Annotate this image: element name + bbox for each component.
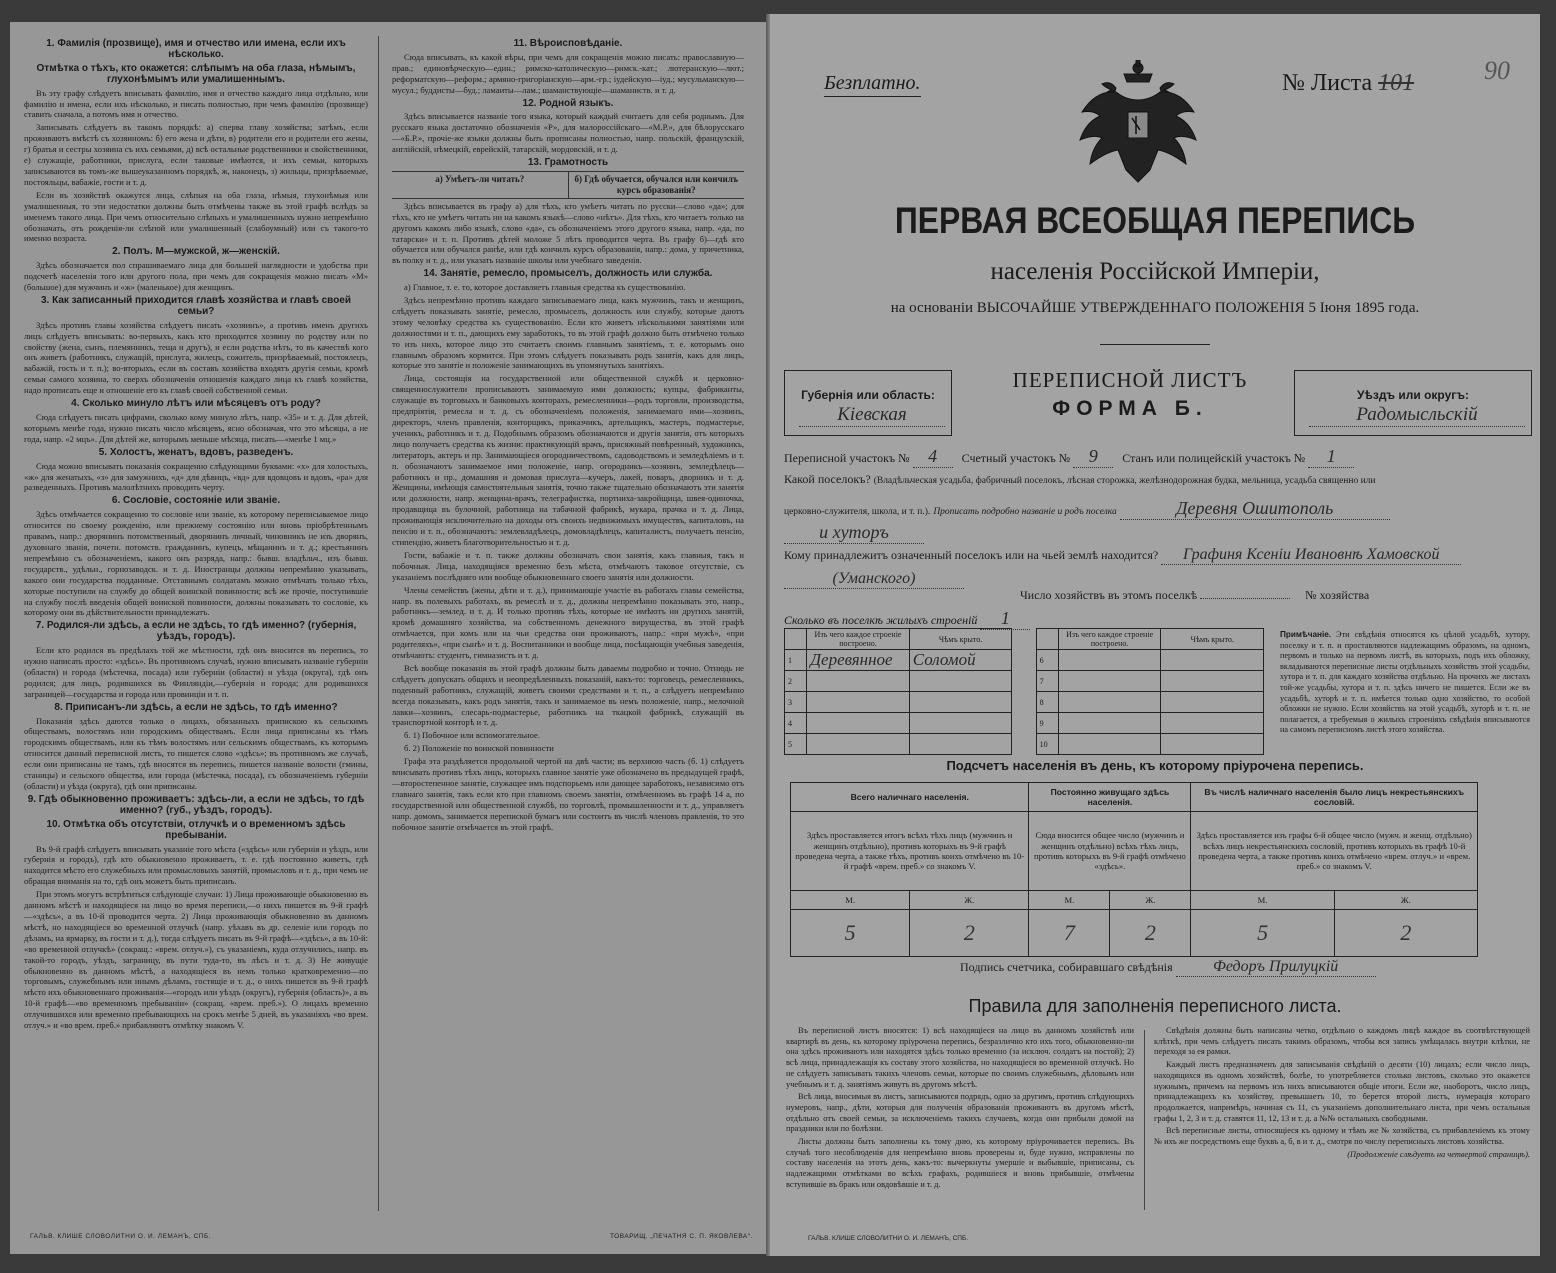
- form-name: ФОРМА Б.: [1052, 397, 1208, 420]
- male-label: М.: [791, 891, 910, 910]
- rule-paragraph: Всѣ переписные листы, относящіеся къ одному и тѣмъ же № хозяйства, съ прибавленіемъ къ этому № ихъ же посредствомъ еще буквъ а, б, в и т. д., смотря по числу переписныхъ листовъ хозяйства.: [1154, 1126, 1530, 1147]
- census-title: ПЕРВАЯ ВСЕОБЩАЯ ПЕРЕПИСЬ: [894, 200, 1416, 241]
- settlement-line-2: [784, 498, 1530, 520]
- settlement-line-3: [784, 522, 1530, 544]
- count-column-description: Здѣсь проставляется изъ графы 6-й общее число (мужч. и женщ. отдѣльно) всѣхъ лицъ некрестьянскихъ сословій, противъ которыхъ въ графѣ 10-й проведена черта, а также противъ коихъ отмѣчено «врем. отлуч.» и «врем. преб.» со знакомъ V.: [1191, 812, 1478, 891]
- dwelling-gap: [1012, 650, 1036, 671]
- dwelling-material: [807, 692, 910, 713]
- rules-column-1: [786, 1026, 1134, 1193]
- owner-line: [784, 546, 1530, 565]
- count-section-value: 9: [1073, 446, 1113, 468]
- dwell-head-material-2: Изъ чего каждое строеніе построено.: [1058, 629, 1161, 650]
- rule-paragraph: Листы должны быть заполнены къ тому дню, къ которому пріурочивается перепись. Въ случаѣ того несоблюденія для непремѣнно вновь проверены и, буде нужно, исправлены по составу населенія на этотъ день, какъ-то: вычеркнуты умершіе и выбывшіе, приписаны, съ надлежащими отмѣтками во всѣхъ графахъ, родившіеся и вновь прибывшіе, отмѣчены вступившіе въ бракъ или овдовѣвшіе и т. д.: [786, 1137, 1134, 1189]
- owner-value: Графиня Ксеніи Ивановнѣ Хамовской: [1161, 546, 1461, 565]
- left-page-instructions: [10, 22, 768, 1254]
- sheet-number-label: № Листа: [1282, 70, 1373, 96]
- dwelling-gap: [1012, 692, 1036, 713]
- dwelling-row: [785, 734, 1264, 755]
- dwelling-material: [1058, 713, 1161, 734]
- dwelling-number: 1: [785, 650, 807, 671]
- instruction-paragraph: Графа эта раздѣляется продольной чертой на двѣ части; въ верхнюю часть (б. 1) слѣдуетъ вписывать противъ тѣхъ лицъ, которыхъ главное занятіе уже обозначено въ предыдущей графѣ,—второстепенное занятіе, служащее имъ подспорьемъ или дающее заработокъ, независимо отъ главнаго занятія, такъ если кто при главномъ своемъ занятіи, отмѣченномъ въ графѣ 14 а, по государственной или общественной службѣ, по торговлѣ, промышленности и т. д., управляетъ напр. домомъ, занимается перепиской бумагъ или состоитъ въ числѣ членовъ правленія, то это побочное занятіе отмѣчается въ этой графѣ.: [392, 756, 744, 832]
- settlement-hint: (Владѣльческая усадьба, фабричный поселокъ, лѣсная сторожка, желѣзнодорожная будка, мельница, усадьба священно или: [873, 476, 1376, 486]
- signature-label: Подпись счетчика, собиравшаго свѣдѣнія: [960, 960, 1173, 974]
- dwelling-roof: [1161, 692, 1264, 713]
- instruction-paragraph: Здѣсь вписывается въ графу а) для тѣхъ, кто умѣетъ читать по русски—слово «да»; для тѣхъ, кто не умѣетъ читать ни на какомъ языкѣ—слово «нѣтъ». Для тѣхъ, кто читаетъ только на другомъ какомъ либо языкѣ, слово «да», съ обозначеніемъ этого другого языка, напр. «да, по татарски» и т. п. Противъ дѣтей моложе 5 лѣтъ проводится черта. Въ графу б)—гдѣ кто обучается или обучался ранѣе, или гдѣ кончилъ курсъ образованія, напр.: дома, у причетника, въ полку и т. д., или указать названіе школы или учебнаго заведенія.: [392, 200, 744, 266]
- settlement-question: Какой поселокъ?: [784, 472, 871, 486]
- province-value: Кіевская: [799, 404, 945, 427]
- dwell-head-roof: Чѣмъ крыто.: [909, 629, 1012, 650]
- count-column-description: Сюда вносится общее число (мужчинъ и женщинъ отдѣльно) всѣхъ тѣхъ лицъ, противъ которыхъ въ 9-й графѣ отмѣчено «здѣсь».: [1029, 812, 1191, 891]
- dwelling-material: [807, 713, 910, 734]
- dwelling-roof: [1161, 734, 1264, 755]
- instruction-paragraph: Сюда можно вписывать показанія сокращенно слѣдующими буквами: «х» для холостыхъ, «ж» для женатыхъ, «з» для замужнихъ, «д» для дѣвицъ, «вд» для вдовцовъ и вдовъ, «ра» для разведенныхъ. Противъ малолѣтнихъ проводить черту.: [24, 460, 368, 493]
- instruction-paragraph: Гости, вабажіе и т. п. также должны обозначать свои занятія, какъ главныя, такъ и побочныя. Лица, находящіяся временно безъ мѣста, отмѣчаютъ таковое отсутствіе, съ указаніемъ послѣдняго или вообще обыкновеннаго своего занятія или должности.: [392, 549, 744, 582]
- note-block: [1280, 630, 1530, 736]
- instruction-paragraph: Здѣсь вписывается названіе того языка, который каждый считаетъ для себя роднымъ. Для русскаго языка достаточно обозначенія «Р», для малороссійскаго—«М.Р.», для бѣлорусскаго—«Б.Р.», прочіе-же языки должны быть прописаны полностью, напр. польскій, французскій, англійскій, нѣмецкій, еврейскій, татарскій, мордовскій, и т. д.: [392, 111, 744, 155]
- census-section-value: 4: [913, 446, 953, 468]
- buildings-line: [784, 608, 1530, 630]
- owner-question: Кому принадлежитъ означенный поселокъ или на чьей землѣ находится?: [784, 548, 1159, 562]
- form-title: ПЕРЕПИСНОЙ ЛИСТЪ: [1012, 368, 1248, 392]
- instruction-heading: 14. Занятіе, ремесло, промыселъ, должность или служба.: [423, 268, 713, 280]
- right-page-census-form: [770, 14, 1540, 1256]
- instruction-paragraph: При этомъ могутъ встрѣтиться слѣдующіе случаи: 1) Лица проживающіе обыкновенно въ данномъ мѣстѣ и находящіеся на лицо во время переписи,—о нихъ пишется въ 9-й графѣ—«здѣсь», а въ 10-й проводится черта. 2) Лица проживающія обыкновенно въ данномъ мѣстѣ, но находящіеся во временной отлучкѣ (напр. уѣхавъ въ др. селеніе или городъ по дѣламъ, на ярмарку, въ гости и т. д.), тогда слѣдуетъ писать въ 9-й графѣ—«здѣсь», а въ 10-й: «во временной отлучкѣ» (сокращ.: «врем. отлуч.»), съ указаніемъ, куда отлучились, напр. въ такой-то городъ, уѣздъ, заграницу, въ пути туда-то, въ лѣсъ и т. д. 3) Не живущіе обыкновенно въ данномъ мѣстѣ, а находящіеся въ немъ только кратковременно—по торговымъ, служебнымъ или инымъ дѣламъ, гостящіе и т. д., о нихъ пишется въ 9-й графѣ мѣсто ихъ обыкновеннаго проживанія—«городъ или уѣздъ (округъ), губернія (область)», а въ 10-й графѣ—«во временномъ пребываніи» (сокращ. «врем. преб.»). О лицахъ временно отлучившихся или временно пребывающихъ на срокъ менѣе 5 дней, въ указаніяхъ «во врем. отлуч.» и «во врем. преб.» прибавляютъ отмѣтку знакомъ V.: [24, 889, 368, 1031]
- dwelling-material: [1058, 671, 1161, 692]
- double-headed-eagle-emblem: [1076, 60, 1200, 188]
- female-count: 2: [1334, 910, 1477, 957]
- owner-line-2: [784, 570, 1530, 589]
- rule-paragraph: Всѣ лица, вносимыя въ листъ, записываются подрядъ, одно за другимъ, противъ слѣдующихъ нумеровъ, напр., дѣти, которыя для полученія образованія проживаютъ въ другомъ мѣстѣ, отдѣльно отъ своей семьи, за исключеніемъ такихъ случаевъ, когда они прибыли домой на праздники или по болѣзни.: [786, 1092, 1134, 1134]
- dwelling-material: [807, 671, 910, 692]
- sections-line: [784, 446, 1530, 468]
- signature-value: Федоръ Прилуцкій: [1176, 958, 1376, 977]
- dwellings-table: [784, 628, 1264, 755]
- dwelling-roof: [909, 734, 1012, 755]
- settlement-value-2: и хуторъ: [784, 522, 924, 544]
- population-count-title: Подсчетъ населенія въ день, къ которому пріурочена перепись.: [946, 758, 1364, 773]
- dwelling-roof: [1161, 713, 1264, 734]
- female-count: 2: [910, 910, 1029, 957]
- instruction-paragraph: Здѣсь обозначается пол спрашиваемаго лица для большей наглядности и удобства при подсчетѣ населенія того или другого пола, при чемъ для сокращенія можно писать «М» (большое) для мужчинъ и «ж» (маленькое) для женщинъ.: [24, 260, 368, 293]
- dwelling-material: [1058, 734, 1161, 755]
- district-label: Уѣздъ или округъ:: [1356, 388, 1470, 402]
- form-title-block: [950, 368, 1310, 421]
- male-label: М.: [1029, 891, 1110, 910]
- continuation-note: (Продолженіе слѣдуетъ на четвертой страницѣ).: [1347, 1149, 1530, 1159]
- instruction-heading: 7. Родился-ли здѣсь, а если не здѣсь, то гдѣ именно? (губернія, уѣздъ, городъ).: [35, 620, 357, 643]
- buildings-label: Сколько въ поселкѣ жилыхъ строеній: [784, 613, 978, 627]
- dwelling-roof: [909, 671, 1012, 692]
- settlement-line-1: [784, 472, 1530, 487]
- dwelling-row: [785, 692, 1264, 713]
- sheet-number: [1282, 70, 1414, 97]
- dwelling-roof: Соломой: [909, 650, 1012, 671]
- households-value: [1200, 598, 1290, 599]
- district-value: Радомысльскій: [1309, 404, 1525, 427]
- dwelling-number: 10: [1036, 734, 1058, 755]
- dwelling-roof: [1161, 650, 1264, 671]
- signature-line: [960, 958, 1376, 977]
- dwelling-material: [1058, 692, 1161, 713]
- count-column-head: Всего наличнаго населенія.: [791, 783, 1029, 812]
- female-count: 2: [1110, 910, 1191, 957]
- instructions-column-1: [24, 36, 368, 1211]
- dwelling-number: 3: [785, 692, 807, 713]
- dwelling-material: [807, 734, 910, 755]
- instruction-paragraph: Здѣсь противъ главы хозяйства слѣдуетъ писать «хозяинъ», а противъ именъ другихъ лицъ слѣдуетъ вписывать: во-первыхъ, какъ кто приходится хозяину по родству или по свойству (жена, сынъ, племянникъ, теща и другъ), и если родства нѣтъ, то въ качествѣ кого онъ живетъ (работникъ, служащій, прислуга, жилецъ, сожитель, призрѣваемый, постоялецъ, вабажій, гость и т. п.); во-вторыхъ, если въ составъ хозяйства входятъ другія семьи, кромѣ семьи самого хозяина, то сверхъ обозначенія отношенія каждаго лица къ главѣ хозяйства, надо прописать еще и отношеніе его къ главѣ своей собственной семьи.: [24, 319, 368, 396]
- dwelling-gap: [1012, 671, 1036, 692]
- instruction-heading: 9. Гдѣ обыкновенно проживаетъ: здѣсь-ли, а если не здѣсь, то гдѣ именно? (губ., уѣздъ, городъ).: [27, 793, 365, 816]
- dwelling-material: Деревянное: [807, 650, 910, 671]
- count-column-description: Здѣсь проставляется итогъ всѣхъ тѣхъ лицъ (мужчинъ и женщинъ отдѣльно), противъ которыхъ въ 9-й графѣ проведена черта, а также тѣхъ, противъ коихъ отмѣчено въ 10-й графѣ «врем. преб.» со знакомъ V.: [791, 812, 1029, 891]
- stan-value: 1: [1308, 446, 1354, 468]
- title-rule: [1100, 344, 1210, 345]
- imprint-left: ГАЛЬВ. КЛИШЕ СЛОВОЛИТНИ О. И. ЛЕМАНЪ, СПБ.: [30, 1233, 212, 1240]
- dwelling-gap: [1012, 734, 1036, 755]
- instruction-paragraph: Сюда слѣдуетъ писать цифрами, сколько кому минуло лѣтъ, напр. «35» и т. д. Для дѣтей, которымъ менѣе года, нужно писать число мѣсяцевъ, ясно обозначая, что это мѣсяцы, а не года, напр. «2 мцъ». Для дѣтей же, которымъ меньше мѣсяца, писать—«менѣе 1 мц.»: [24, 412, 368, 444]
- dwell-head-roof-2: Чѣмъ крыто.: [1161, 629, 1264, 650]
- instruction-heading: 1. Фамилія (прозвище), имя и отчество или имена, если ихъ нѣсколько.: [46, 38, 346, 60]
- buildings-value: 1: [980, 608, 1030, 630]
- dwelling-number: 7: [1036, 671, 1058, 692]
- instruction-heading: 12. Родной языкъ.: [522, 97, 614, 109]
- literacy-subheadings: [392, 171, 744, 199]
- instruction-heading: 8. Приписанъ-ли здѣсь, а если не здѣсь, то гдѣ именно?: [54, 701, 338, 713]
- dwelling-number: 9: [1036, 713, 1058, 734]
- rule-paragraph: Въ переписной листъ вносятся: 1) всѣ находящіеся на лицо въ данномъ хозяйствѣ или квартирѣ въ день, къ которому пріурочена перепись, безразлично кто ихъ того, обыкновенно-ли она здѣсь проживаютъ или находятся здѣсь только временно (за исключ. солдатъ на постой); 2) всѣ лица, принадлежащія къ составу этого хозяйства, но находящіеся во временной отлучкѣ. Но не слѣдуетъ записывать такихъ членовъ семьи, которые по своимъ служебнымъ, дѣловымъ или учебнымъ и т. д. занятіямъ живутъ въ другомъ мѣстѣ.: [786, 1026, 1134, 1089]
- count-column-head: Постоянно живущаго здѣсь населенія.: [1029, 783, 1191, 812]
- instruction-paragraph: Въ эту графу слѣдуетъ вписывать фамилію, имя и отчество каждаго лица отдѣльно, или фамилію и имена, если ихъ нѣсколько, и писать полностью, при чемъ фамилію (прозвище) ставить сначала, а потомъ имя и отчество.: [24, 87, 368, 120]
- female-label: Ж.: [1110, 891, 1191, 910]
- imprint-right: ТОВАРИЩ. „ПЕЧАТНЯ С. П. ЯКОВЛЕВА“.: [610, 1233, 753, 1240]
- female-label: Ж.: [910, 891, 1029, 910]
- settlement-value: Деревня Ошитополь: [1120, 498, 1390, 520]
- instruction-heading: 10. Отмѣтка объ отсутствіи, отлучкѣ и о временномъ здѣсь пребываніи.: [46, 818, 346, 841]
- rule-paragraph: Свѣдѣнія должны быть написаны четко, отдѣльно о каждомъ лицѣ каждое въ соотвѣтствующей клѣткѣ, при чемъ слѣдуетъ писать такимъ образомъ, чтобы вся запись умѣщалась внутри клѣтки, не переходя за ея рамки.: [1154, 1026, 1530, 1057]
- household-no-label: № хозяйства: [1305, 588, 1370, 602]
- dwelling-number: 8: [1036, 692, 1058, 713]
- instruction-paragraph: Здѣсь непремѣнно противъ каждаго записываемаго лица, какъ мужчинъ, такъ и женщинъ, слѣдуетъ показывать занятіе, ремесло, промыселъ, должность или службу, которые даютъ этому человѣку средства къ существованію. Если кто живетъ нѣсколькими занятіями или должностями и т. п., дающихъ ему заработокъ, то въ этой графѣ должно быть отмѣчено только то изъ нихъ, которое лицо это считаетъ своимъ главнымъ занятіемъ, т. е. которымъ оно главнымъ образомъ кормится. При этомъ слѣдуетъ показывать родъ занятія, какъ для лицъ, которые это занятіе и положеніе занимающихъ въ упомянутыхъ занятіяхъ.: [392, 295, 744, 371]
- instruction-heading: 4. Сколько минуло лѣтъ или мѣсяцевъ отъ роду?: [71, 398, 321, 410]
- stan-label: Станъ или полицейскій участокъ №: [1122, 451, 1306, 465]
- dwelling-roof: [909, 713, 1012, 734]
- sheet-number-struck: 101: [1378, 70, 1415, 96]
- province-box: [784, 370, 952, 436]
- imprint-right-page: ГАЛЬВ. КЛИШЕ СЛОВОЛИТНИ О. И. ЛЕМАНЪ, СПБ.: [808, 1235, 969, 1242]
- settlement-hint-3: Прописать подробно названіе и родъ поселка: [933, 507, 1117, 517]
- legal-basis: на основаніи ВЫСОЧАЙШЕ УТВЕРЖДЕННАГО ПОЛОЖЕНІЯ 5 Іюня 1895 года.: [890, 300, 1420, 316]
- rule-paragraph: Каждый листъ предназначенъ для записыванія свѣдѣній о десяти (10) лицахъ; если число лицъ, находящихся въ одномъ хозяйствѣ, болѣе, то употребляется столько листовъ, сколько это окажется нужнымъ, причемъ на первомъ изъ нихъ вписываются общіе итоги. Если же, наоборотъ, число лицъ, принадлежащихъ къ хозяйству, превышаетъ 10, то берется второй листъ, нумерація котораго продолжается, напримѣръ, начиная съ 11, съ указаніемъ дополнительнаго листа, при чемъ остальныя графы 1, 2, 3 и т. д. ставятся 11, 12, 13 и т. д. а №№ остальныхъ свободными.: [1154, 1060, 1530, 1123]
- rules-column-2: [1154, 1026, 1530, 1160]
- female-label: Ж.: [1334, 891, 1477, 910]
- instruction-paragraph: Здѣсь отмѣчается сокращенно то сословіе или званіе, къ которому переписываемое лицо относится по своему рожденію, или прежнему состоянію или вновь пріобрѣтеннымъ правамъ, напр.: дворянинъ потомственный, дворянинъ личный, чиновникъ не изъ дворянъ, духовнаго званія, почетн. потомств. гражданинъ, купецъ, мѣщанинъ и т. д.; крестьянинъ непремѣнно съ обозначеніемъ, какого онъ разряда, напр.: бывш. владѣльч., изъ бывш. государств., удѣльн., горнозаводск. и т. д. Иностранцы должны непремѣнно указывать, какого они государства подданные. Отставнымъ солдатамъ можно отмѣчать только тѣхъ, которые поступили на службу до общей воинской повинности; всѣ же прочіе, поступившіе на службу послѣ введенія общей воинской повинности, должны показывать то сословіе, къ которому они въ дѣйствительности принадлежатъ.: [24, 509, 368, 618]
- literacy-subheading: б) Гдѣ обучается, обучался или кончилъ курсъ образованія?: [574, 173, 739, 195]
- instruction-paragraph: а) Главное, т. е. то, которое доставляетъ главныя средства къ существованію.: [404, 282, 686, 293]
- settlement-hint-2: церковно-служителя, школа, и т. п.).: [784, 507, 931, 517]
- rules-divider: [1144, 1030, 1145, 1210]
- dwelling-row: [785, 650, 1264, 671]
- households-label: Число хозяйствъ въ этомъ поселкѣ: [1020, 588, 1198, 602]
- instruction-heading: 11. Вѣроисповѣданіе.: [513, 38, 623, 49]
- male-label: М.: [1191, 891, 1334, 910]
- dwelling-row: [785, 713, 1264, 734]
- note-text: Эти свѣдѣнія относятся къ цѣлой усадьбѣ, хутору, поселку и т. п. и проставляются надлежащимъ образомъ, на одномъ, первомъ и только на первомъ листѣ, въ которыхъ, подъ ихъ обложку, вкладываются переписные листы отдѣльныхъ хозяйствъ этой усадьбы, хутора и т. п. для каждаго хозяйства отдѣльно. На прочихъ же листахъ той-же усадьбы, хутора и т. п. здѣсь ничего не пишется. Если же въ усадьбѣ, хуторѣ и т. п. имѣется только одно хозяйство, то особой обложки не нужно. Если хозяйствъ на этой усадьбѣ, хуторѣ и т. п. не полагается, а требуемыя о жилыхъ строеніяхъ свѣдѣнія вписываются на самомъ переписномъ листѣ этого хозяйства.: [1280, 630, 1531, 735]
- free-of-charge-label: Безплатно.: [824, 72, 921, 94]
- dwelling-gap: [1012, 713, 1036, 734]
- column-divider: [378, 36, 379, 1211]
- instruction-paragraph: Члены семействъ (жены, дѣти и т. д.), принимающіе участіе въ работахъ главы семейства, напр. въ полевыхъ работахъ, въ ремеслѣ и т. д., должны непремѣнно показывать это, напр., работникъ—землед. и т. д. И только противъ тѣхъ, которые не имѣютъ ни другихъ занятій, кромѣ домашняго хозяйства, на собственномъ денежного вирущества, въ этой графѣ отмѣчается, при комъ или на чьи средства они проживаютъ, напр.: «при мужѣ», «при родителяхъ», «при сынѣ» и т. д. Воспитанники и вообще лица, посѣщающія учебныя заведенія, отмѣчаютъ: студентъ, гимназистъ и т. д.: [392, 584, 744, 661]
- instruction-heading: Отмѣтка о тѣхъ, кто окажется: слѣпымъ на оба глаза, нѣмымъ, глухонѣмымъ или умалишеннымъ.: [36, 62, 356, 85]
- dwelling-number: 6: [1036, 650, 1058, 671]
- instruction-paragraph: Въ 9-й графѣ слѣдуетъ вписывать указаніе того мѣста («здѣсь» или губернія и уѣздъ, или губернія и городъ), гдѣ кто обыкновенно проживаетъ, т. е. гдѣ постоянно живетъ, гдѣ находится мѣсто его служебныхъ или промысловыхъ занятій, промысловъ и т. д., при чемъ не обращая вниманія на то, гдѣ онъ можетъ быть приписанъ.: [24, 843, 368, 887]
- population-count-table: [790, 782, 1478, 957]
- dwelling-number: 5: [785, 734, 807, 755]
- instruction-heading: 5. Холостъ, женатъ, вдовъ, разведенъ.: [98, 446, 294, 458]
- male-count: 5: [791, 910, 910, 957]
- households-line: [1020, 588, 1520, 603]
- dwelling-material: [1058, 650, 1161, 671]
- instruction-heading: 2. Полъ. М—мужской, ж—женскій.: [112, 246, 280, 258]
- instructions-column-2: [392, 36, 744, 1211]
- dwelling-number: 4: [785, 713, 807, 734]
- census-subtitle: населенія Россійской Имперіи,: [990, 258, 1320, 285]
- instruction-paragraph: Если въ хозяйствѣ окажутся лица, слѣпыя на оба глаза, нѣмыя, глухонѣмыя или умалишенныя, то эти недостатки должны быть отмѣчены также въ этой графѣ вслѣдъ за именемъ такого лица. При чемъ относительно слѣпыхъ и умалишенныхъ нужно непремѣнно обозначать, отъ рожденія-ли слѣпой или умалишенный (слабоумный) или съ такого-то именно возраста.: [24, 189, 368, 244]
- instruction-paragraph: Всѣ вообще показанія въ этой графѣ должны быть даваемы подробно и точно. Отнюдь не слѣдуетъ допускать общихъ и неопредѣленныхъ показаній, какъ-то: торговецъ, ремесленникъ, поденный работникъ, служащій, живетъ своими средствами и т. п., а слѣдуетъ непремѣнно всегда показывать, какъ родъ занятія, такъ и занимаемое въ немъ положеніе, напр., мелочной лавки—хозяинъ, слесарь-подмастерье, работникъ на ткацкой фабрикѣ, служащій въ транспортной конторѣ и т. д.: [392, 662, 744, 728]
- literacy-subheading: а) Умѣетъ-ли читать?: [392, 172, 569, 198]
- count-column-head: Въ числѣ наличнаго населенія было лицъ некрестьянскихъ сословій.: [1191, 783, 1478, 812]
- owner-value-2: (Уманского): [784, 570, 964, 589]
- instruction-paragraph: б. 1) Побочное или вспомогательное.: [404, 730, 540, 741]
- pencil-sheet-number: 90: [1484, 56, 1510, 85]
- instruction-paragraph: б. 2) Положеніе по воинской повинности: [404, 743, 554, 754]
- dwell-head-material: Изъ чего каждое строеніе построено.: [807, 629, 910, 650]
- dwelling-roof: [1161, 671, 1264, 692]
- instruction-paragraph: Показанія здѣсь даются только о лицахъ, обязанныхъ припискою къ сельскимъ обществамъ, волостямъ или городскимъ обществамъ. Если лица приписаны къ тѣмъ городскимъ обществамъ, или къ тѣмъ волостямъ или сельскимъ обществамъ, къ которымъ относится данный переписной листъ, то пишется слово «здѣсь»; въ противномъ же случаѣ, если они приписаны не тамъ, гдѣ вносятся въ перепись, пишется названіе волости (гмины, станицы) и сельского общества, или города (мѣстечка, посада), съ обозначеніемъ губерніи (области) и уѣзда (округа), гдѣ они приписаны.: [24, 715, 368, 791]
- district-box: [1294, 370, 1532, 436]
- note-title: Примѣчаніе.: [1280, 630, 1332, 639]
- instruction-heading: 13. Грамотность: [527, 157, 609, 169]
- dwelling-roof: [909, 692, 1012, 713]
- instruction-heading: 3. Как записанный приходится главѣ хозяйства и главѣ своей семьи?: [40, 294, 352, 317]
- male-count: 5: [1191, 910, 1334, 957]
- instruction-paragraph: Записывать слѣдуетъ въ такомъ порядкѣ: а) сперва главу хозяйства; затѣмъ, если проживаютъ вмѣстѣ съ хозяиномъ: б) его жена и дѣти, в) родители его и родители его жены, г) братья и сестры хозяина съ ихъ семьями, д) всѣ остальные родственники и свойственники, е) служащіе, работники, прислуга, если таковые имѣются, и ихъ семьи, которыхъ записываются въ томъ-же вышеуказанномъ порядкѣ, ж, наконецъ, з) жильцы, призрѣваемые, постояльцы, вабажіе, гости и т. д.: [24, 122, 368, 187]
- census-section-label: Переписной участокъ №: [784, 451, 910, 465]
- dwelling-number: 2: [785, 671, 807, 692]
- instruction-paragraph: Сюда вписывать, къ какой вѣры, при чемъ для сокращенія можно писать: православную—прав.; единовѣрческую—един.; римско-католическую—римск.-кат.; лютеранскую—лют.; реформатскую—реформ.; армяно-григоріанскую—арм.-гр.; іудейскую—іуд.; мусульманскую—мусул.; буддисты—буд.; ламаиты—лам.; шаманствующіе—шаманиств. и т. д.: [392, 51, 744, 95]
- instruction-heading: 6. Сословіе, состояніе или званіе.: [111, 495, 281, 507]
- instruction-paragraph: Лица, состоящія на государственной или общественной службѣ и церковно-священнослужители прописываютъ занимаемую ими должность; купцы, фабриканты, служащіе въ торговыхъ и банковыхъ конторахъ, ремесленники—родъ торговли, производства, предпріятія, ремесла и т. д. съ обозначеніемъ положенія, занимаемаго ими—хозяинъ, директоръ, членъ правленія, конторщикъ, приказчикъ, артельщикъ, мастеръ, подмастерье, ученикъ, работникъ и т. д. Подобнымъ образомъ обозначаются и другія занятія, отъ которыхъ лицо получаетъ средства къ жизни: практикующій врачъ, присяжный повѣренный, художникъ, литераторъ, актеръ и пр. Занимающіеся огородничествомъ, садоводствомъ и земледѣліемъ и т. п. обозначаютъ занимаемое ими положеніе, напр. огородникъ—хозяинъ, земледѣлецъ—работникъ и пр., домашняя и домовая прислуга—кучеръ, лакей, поваръ, дворникъ и т. д. Женщины, имѣющія самостоятельныя занятія, точно также тщательно обозначаютъ эти занятія или должности, напр. женщина-врачъ, телеграфистка, портниха-закройщица, швея-одиночка, продавщица въ булочной, работница на табачной фабрикѣ, мукара, прачка и т. д. Лица, проживающія исключительно на доходы отъ своихъ недвижимыхъ имуществъ, капиталовъ, на пенсію и т. п., обозначаютъ: землевладѣлецъ, домовладѣлецъ, капиталистъ, получаетъ пенсію, стипендію, живетъ благотворительностью и т. д.: [392, 373, 744, 547]
- dwelling-row: [785, 671, 1264, 692]
- province-label: Губернія или область:: [801, 388, 935, 402]
- rules-title: Правила для заполненія переписного листа.: [968, 996, 1342, 1016]
- male-count: 7: [1029, 910, 1110, 957]
- instruction-paragraph: Если кто родился въ предѣлахъ той же мѣстности, гдѣ онъ вносится въ перепись, то нужно написать просто: «здѣсь». Въ противномъ случаѣ, нужно вписывать названіе губерніи (области) и города (мѣстечка, посада) или губерніи (области) и уѣзда (округа), гдѣ онъ родился; для лицъ, родившихся въ Финляндіи,—губернія и города; для родившихся заграницей—государства и города или провинціи и т. п.: [24, 645, 368, 699]
- count-section-label: Счетный участокъ №: [961, 451, 1071, 465]
